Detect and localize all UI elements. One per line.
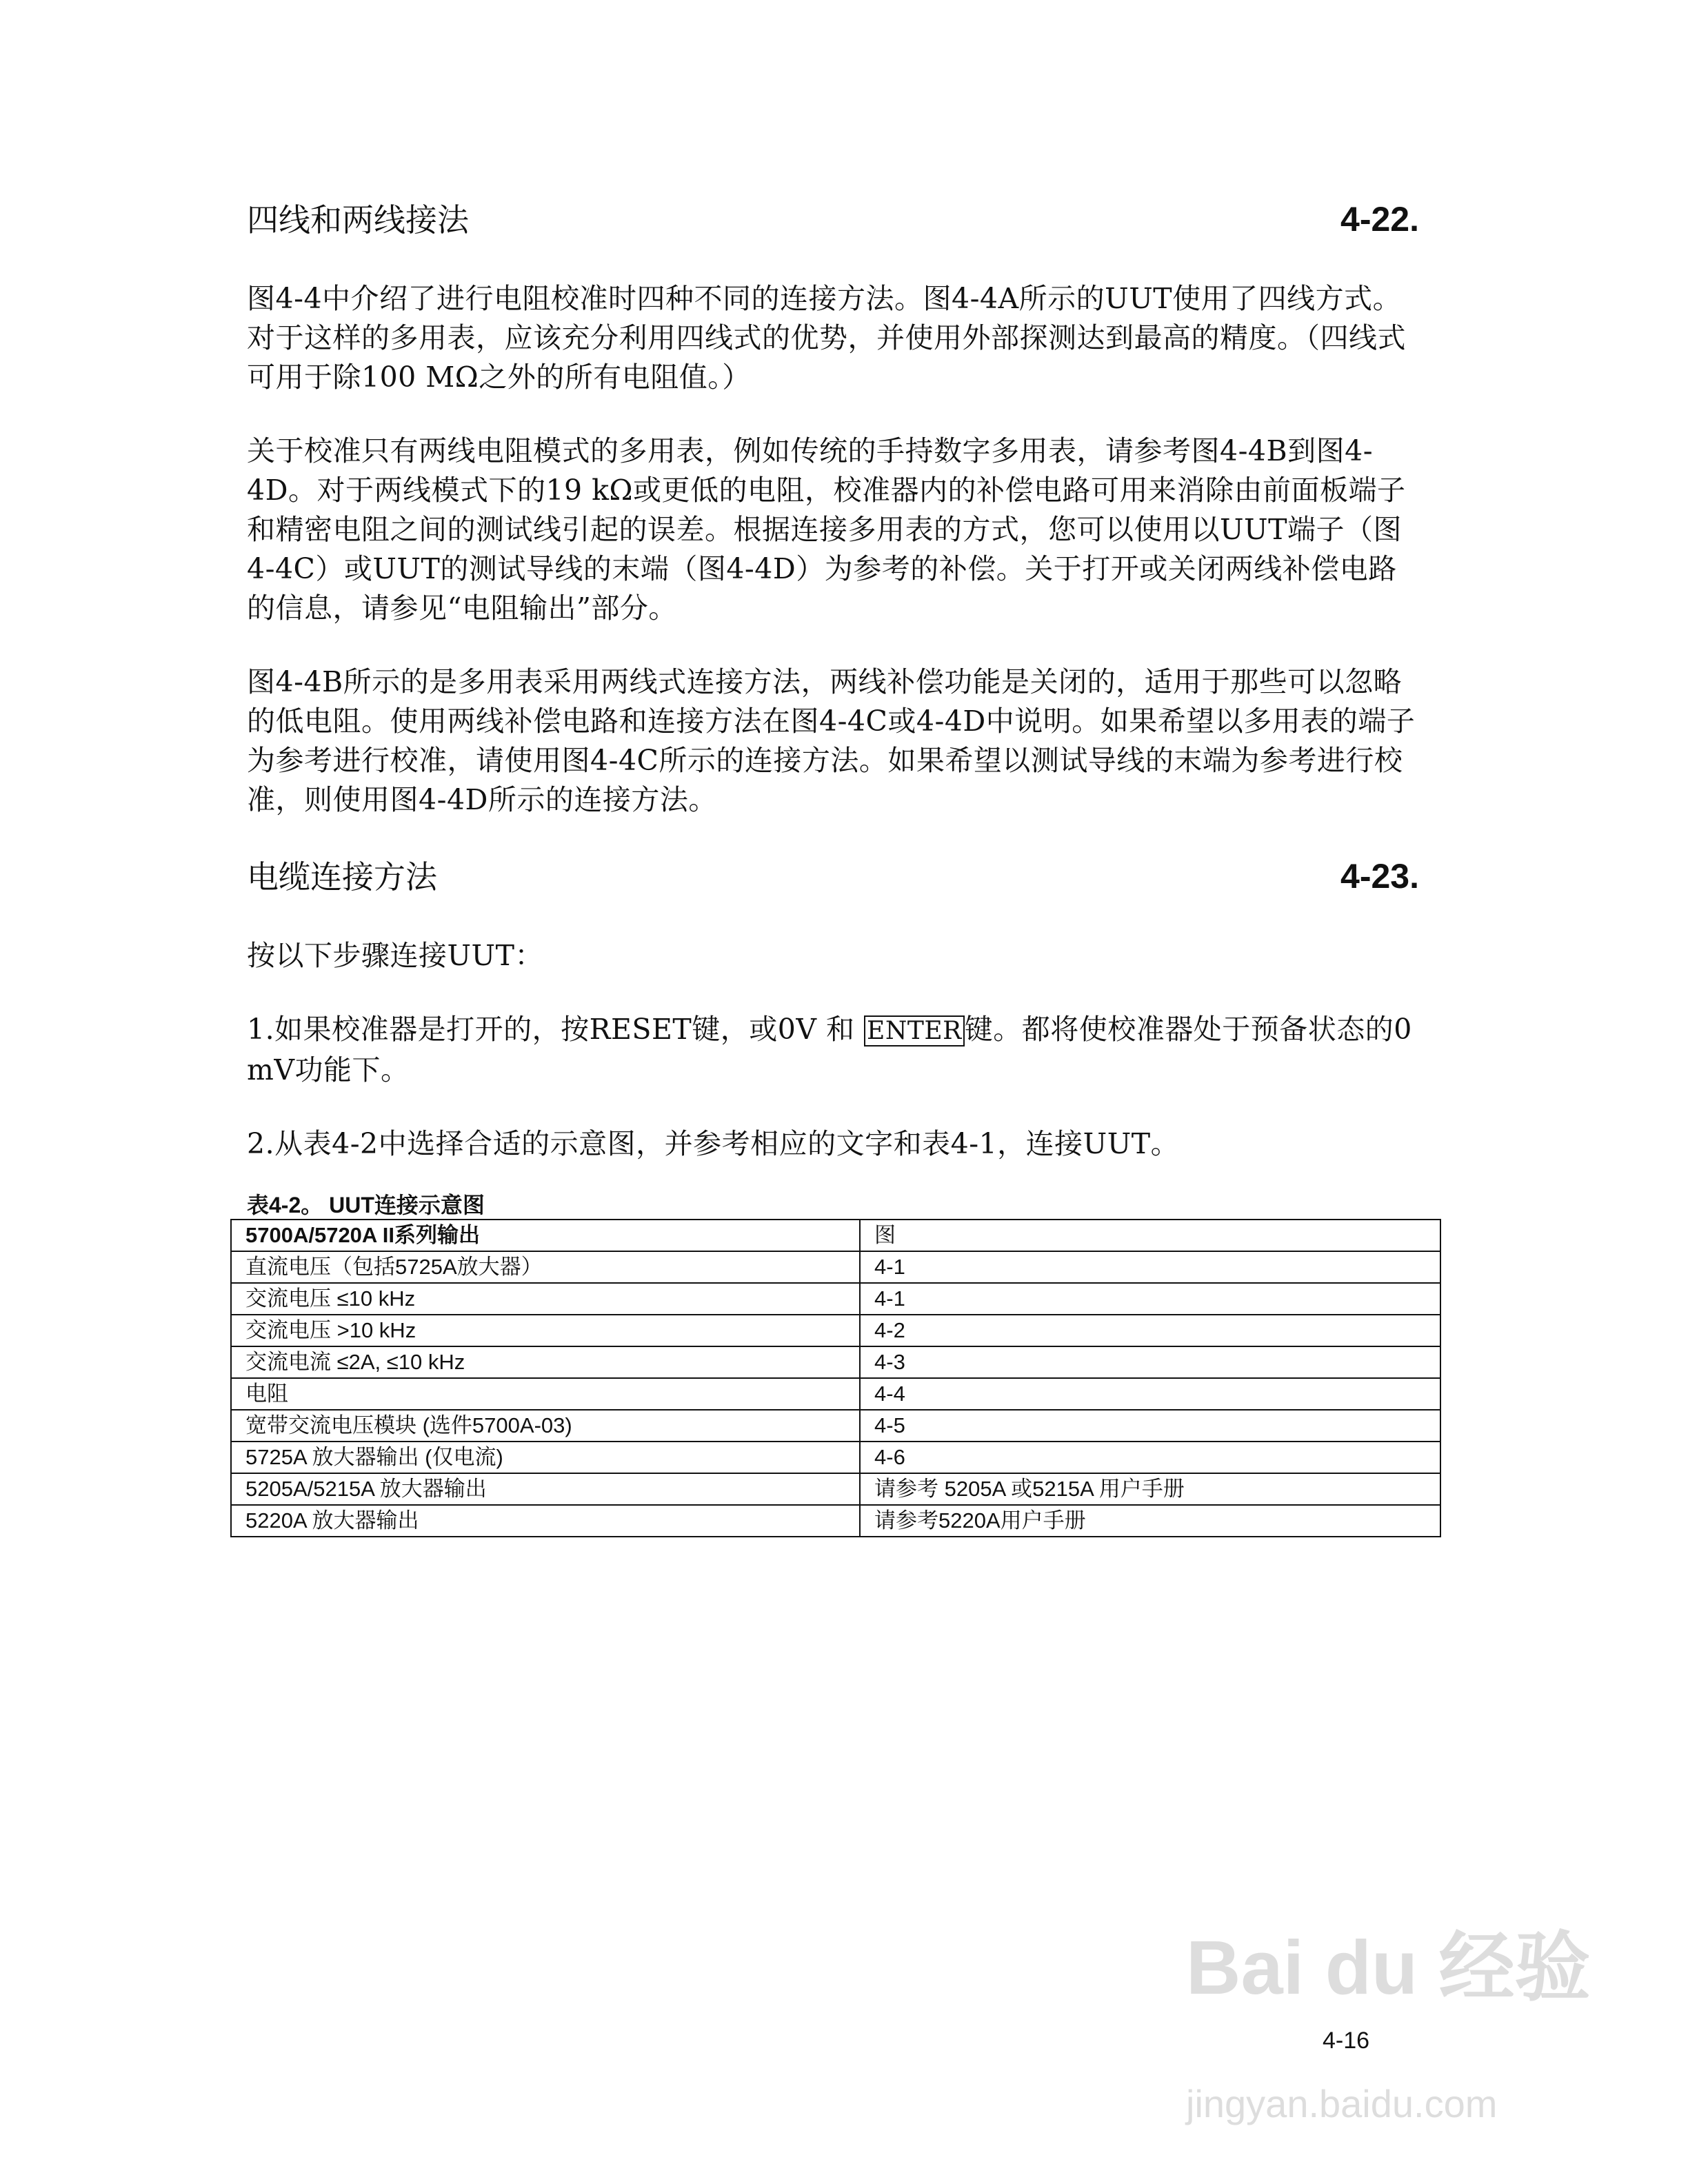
table-header-row (231, 1220, 1440, 1251)
table-caption: 表4-2。 UUT连接示意图 (247, 1193, 485, 1217)
table-row (231, 1410, 1440, 1442)
intro-text: 按以下步骤连接UUT： (247, 939, 543, 972)
page-body (247, 197, 1419, 1537)
enter-key-label: ENTER (864, 1015, 965, 1046)
cell-figure: 请参考5220A用户手册 (860, 1505, 1440, 1537)
table-row (231, 1505, 1440, 1537)
section-title-4-23: 电缆连接方法 (247, 858, 437, 896)
cell-output: 宽带交流电压模块 (选件5700A-03) (231, 1410, 860, 1442)
cell-output: 5725A 放大器输出 (仅电流) (231, 1442, 860, 1473)
paragraph-3: 图4-4B所示的是多用表采用两线式连接方法，两线补偿功能是关闭的，适用于那些可以忽略的低电阻。使用两线补偿电路和连接方法在图4-4C或4-4D中说明。如果希望以多用表的端子为参考进行校准，请使用图4-4C所示的连接方法。如果希望以测试导线的末端为参考进行校准，则使用图4-4D所示的连接方法。 (247, 665, 1416, 816)
cell-figure: 4-1 (860, 1251, 1440, 1283)
page-number: 4-16 (1323, 2028, 1370, 2054)
table-row (231, 1378, 1440, 1410)
baidu-watermark-logo: Bai du 经验 (1186, 1925, 1591, 2010)
section-header-4-23 (247, 854, 1419, 899)
header-figure: 图 (860, 1220, 1440, 1251)
cell-output: 5205A/5215A 放大器输出 (231, 1473, 860, 1505)
section-number-4-23: 4-23. (1340, 857, 1419, 896)
step-1-text-start: 1.如果校准器是打开的，按RESET键，或0V 和 (247, 1013, 865, 1046)
uut-connection-table (230, 1219, 1441, 1537)
cell-figure: 4-4 (860, 1378, 1440, 1410)
table-row (231, 1283, 1440, 1315)
cell-output: 5220A 放大器输出 (231, 1505, 860, 1537)
cell-figure: 4-2 (860, 1315, 1440, 1346)
cell-figure: 4-5 (860, 1410, 1440, 1442)
cell-output: 交流电压 ≤10 kHz (231, 1283, 860, 1315)
step-1-text-end: 键。都将使校准器处于预备状态的0 mV功能下。 (247, 1013, 1412, 1086)
paragraph-1: 图4-4中介绍了进行电阻校准时四种不同的连接方法。图4-4A所示的UUT使用了四线方式。对于这样的多用表，应该充分利用四线式的优势，并使用外部探测达到最高的精度。（四线式可用于除100 MΩ之外的所有电阻值。） (247, 282, 1406, 394)
baidu-watermark-url: jingyan.baidu.com (1186, 2082, 1498, 2125)
header-output: 5700A/5720A II系列输出 (231, 1220, 860, 1251)
table-row (231, 1315, 1440, 1346)
section-title-4-22: 四线和两线接法 (247, 201, 469, 239)
cell-figure: 请参考 5205A 或5215A 用户手册 (860, 1473, 1440, 1505)
cell-figure: 4-1 (860, 1283, 1440, 1315)
step-1 (247, 1010, 1419, 1090)
section-header-4-22 (247, 197, 1419, 242)
cell-figure: 4-6 (860, 1442, 1440, 1473)
cell-output: 电阻 (231, 1378, 860, 1410)
table-row (231, 1473, 1440, 1505)
table-row (231, 1251, 1440, 1283)
paragraph-2: 关于校准只有两线电阻模式的多用表，例如传统的手持数字多用表，请参考图4-4B到图4-4D。对于两线模式下的19 kΩ或更低的电阻，校准器内的补偿电路可用来消除由前面板端子和精密电阻之间的测试线引起的误差。根据连接多用表的方式，您可以使用以UUT端子（图4-4C）或UUT的测试导线的末端（图4-4D）为参考的补偿。关于打开或关闭两线补偿电路的信息，请参见“电阻输出”部分。 (247, 434, 1406, 625)
cell-output: 交流电压 >10 kHz (231, 1315, 860, 1346)
section-number-4-22: 4-22. (1340, 200, 1419, 239)
cell-output: 交流电流 ≤2A, ≤10 kHz (231, 1346, 860, 1378)
cell-figure: 4-3 (860, 1346, 1440, 1378)
table-row (231, 1346, 1440, 1378)
table-row (231, 1442, 1440, 1473)
cell-output: 直流电压（包括5725A放大器） (231, 1251, 860, 1283)
step-2: 2.从表4-2中选择合适的示意图，并参考相应的文字和表4-1，连接UUT。 (247, 1127, 1180, 1160)
